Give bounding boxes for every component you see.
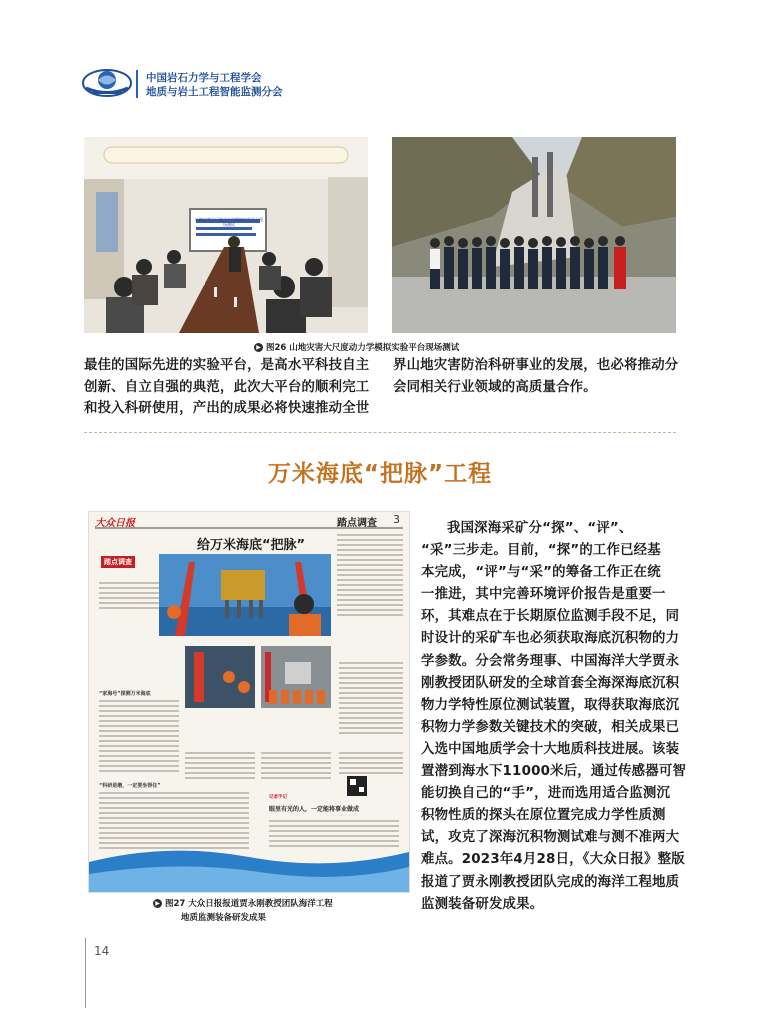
page-number: 14	[94, 944, 110, 958]
newspaper-reporter-tag: 记者手记	[269, 795, 287, 800]
newspaper-clipping	[88, 511, 410, 893]
newspaper-masthead: 大众日报	[95, 518, 135, 529]
figure26-caption: ▶ 图26 山地灾害大尺度动力学模拟实验平台现场测试	[254, 341, 459, 353]
newspaper-subhead-2: “科研是磨，一定要坐得住”	[99, 783, 161, 789]
header-divider	[136, 70, 138, 98]
paragraph1-left: 最佳的国际先进的实验平台，是高水平科技自主 创新、自立自强的典范，此次大平台的顺利完工 和投入科研使用，产出的成果必将快速推动全世	[84, 358, 370, 416]
org-name-line1: 中国岩石力学与工程学会	[146, 72, 262, 84]
slide-text: 山地灾害大尺度动力学模拟实验平台现场测试	[195, 217, 263, 227]
newspaper-page-number: 3	[393, 513, 400, 526]
newspaper-side-tag: 踏点调查	[101, 556, 135, 568]
footer-rule	[85, 938, 86, 1008]
outdoor-site-photo	[392, 137, 676, 333]
newspaper-column-name: 踏点调查	[337, 518, 377, 529]
newspaper-headline: 给万米海底“把脉”	[196, 538, 306, 553]
figure27-caption: ▶ 图27 大众日报报道贾永刚教授团队海洋工程 地质监测装备研发成果	[153, 897, 333, 925]
caption-bullet-icon: ▶	[153, 899, 162, 908]
newspaper-bottom-quote: 眼里有光的人，一定能将事业做成	[269, 806, 360, 813]
section-title: 万米海底“把脉”工程	[267, 461, 493, 487]
paragraph1-right: 界山地灾害防治科研事业的发展，也必将推动分 会同相关行业领域的高质量合作。	[393, 358, 679, 395]
section-divider	[84, 432, 676, 433]
meeting-room-photo	[84, 137, 368, 333]
society-logo	[82, 66, 132, 100]
org-name-line2: 地质与岩土工程智能监测分会	[146, 86, 283, 98]
caption-bullet-icon: ▶	[254, 343, 263, 352]
paragraph2: 我国深海采矿分“探”、“评”、 “采”三步走。目前，“探”的工作已经基 本完成，“评”与“采”的筹备工作正在统 一推进，其中完善环境评价报告是重要一 环，其难点在于长期原位监测手段不足，同 时设计的采矿车也必须获取海底沉积物的力 学参数。分会常务理事、中国海洋大学贾永 刚教授团队研发的全球首套全海深海底沉积 物力学特性原位测试装置，取得获取海底沉 积物力学参数关键技术的突破，相关成果已 入选中国地质学会十大地质科技进展。该装 置潜到海水下11000米后，通过传感器可智 能切换自己的“手”，进而选用适合监测沉 积物性质的探头在原位置完成力学性质测 试，攻克了深海沉积物测试难与测不准两大 难点。2023年4月28日，《大众日报》整版 报道了贾永刚教授团队完成的海洋工程地质 监测装备研发成果。	[421, 521, 687, 912]
newspaper-subhead-1: “家海号”探测万米海底	[99, 691, 151, 697]
